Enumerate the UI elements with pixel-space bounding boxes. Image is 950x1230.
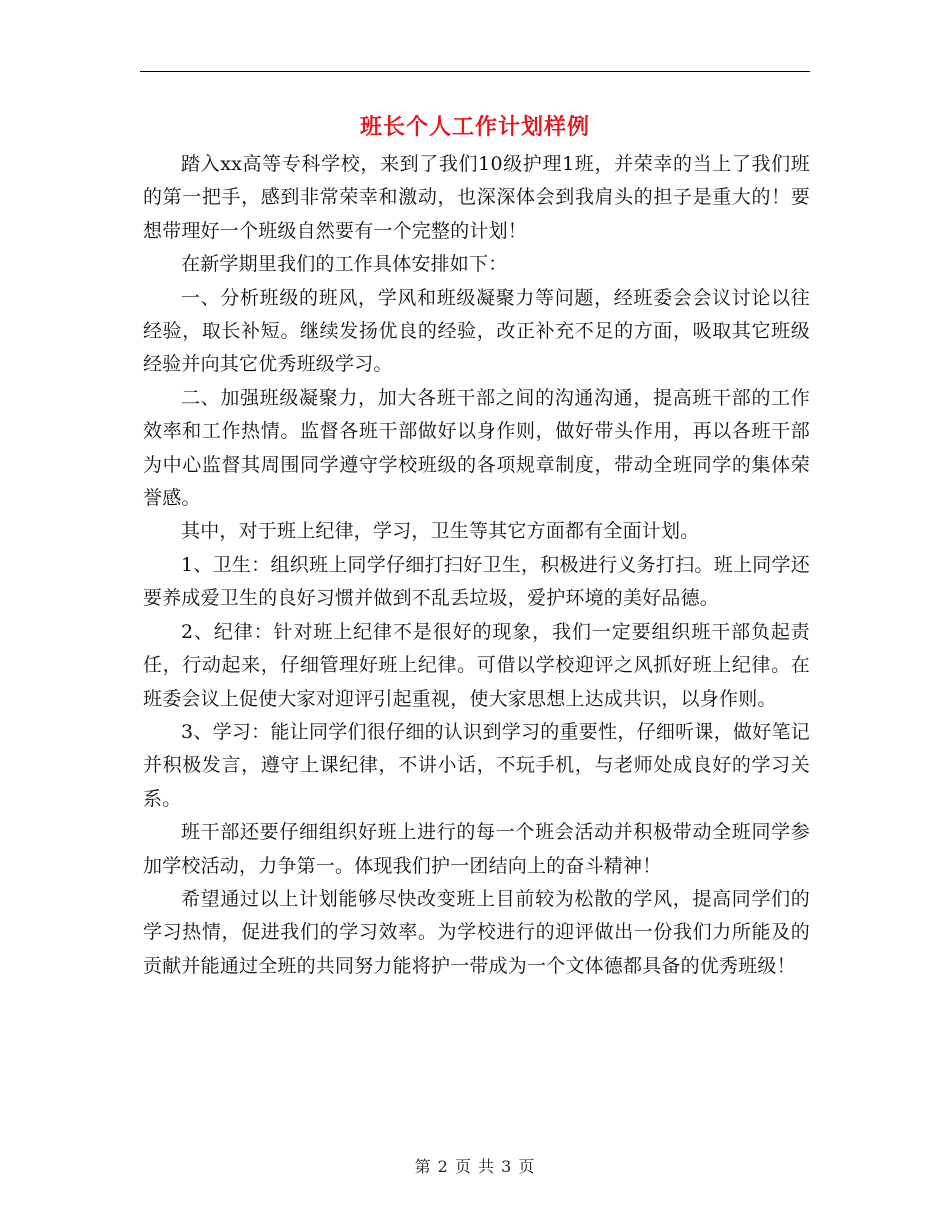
paragraph-point-one: 一、分析班级的班风，学风和班级凝聚力等问题，经班委会会议讨论以往经验，取长补短。继续发扬优良的经验，改正补充不足的方面，吸取其它班级经验并向其它优秀班级学习。 <box>143 286 810 376</box>
paragraph-hygiene: 1、卫生：组织班上同学仔细打扫好卫生，积极进行义务打扫。班上同学还要养成爱卫生的良好习惯并做到不乱丢垃圾，爱护环境的美好品德。 <box>143 553 810 610</box>
header-rule <box>140 71 810 72</box>
paragraph-discipline: 2、纪律：针对班上纪律不是很好的现象，我们一定要组织班干部负起责任，行动起来，仔细管理好班上纪律。可借以学校迎评之风抓好班上纪律。在班委会议上促使大家对迎评引起重视，使大家思想上达成共识，以身作则。 <box>143 620 810 710</box>
paragraph-arrangement: 在新学期里我们的工作具体安排如下： <box>181 253 508 276</box>
paragraph-activities: 班干部还要仔细组织好班上进行的每一个班会活动并积极带动全班同学参加学校活动，力争第一。体现我们护一团结向上的奋斗精神！ <box>143 821 810 877</box>
paragraph-conclusion: 希望通过以上计划能够尽快改变班上目前较为松散的学风，提高同学们的学习热情，促进我们的学习效率。为学校进行的迎评做出一份我们力所能及的贡献并能通过全班的共同努力能将护一带成为一个文体德都具备的优秀班级！ <box>143 887 810 977</box>
paragraph-point-two: 二、加强班级凝聚力，加大各班干部之间的沟通沟通，提高班干部的工作效率和工作热情。监督各班干部做好以身作则，做好带头作用，再以各班干部为中心监督其周围同学遵守学校班级的各项规章制度，带动全班同学的集体荣誉感。 <box>143 386 810 510</box>
paragraph-plan-overview: 其中，对于班上纪律，学习，卫生等其它方面都有全面计划。 <box>181 520 700 543</box>
paragraph-intro: 踏入xx高等专科学校，来到了我们10级护理1班，并荣幸的当上了我们班的第一把手，感到非常荣幸和激动，也深深体会到我肩头的担子是重大的！要想带理好一个班级自然要有一个完整的计划！ <box>143 153 810 242</box>
page-number-footer: 第 2 页 共 3 页 <box>414 1157 536 1176</box>
document-body <box>143 148 810 983</box>
paragraph-study: 3、学习：能让同学们很仔细的认识到学习的重要性，仔细听课，做好笔记并积极发言，遵守上课纪律，不讲小话，不玩手机，与老师处成良好的学习关系。 <box>143 720 810 810</box>
document-title: 班长个人工作计划样例 <box>359 114 590 140</box>
